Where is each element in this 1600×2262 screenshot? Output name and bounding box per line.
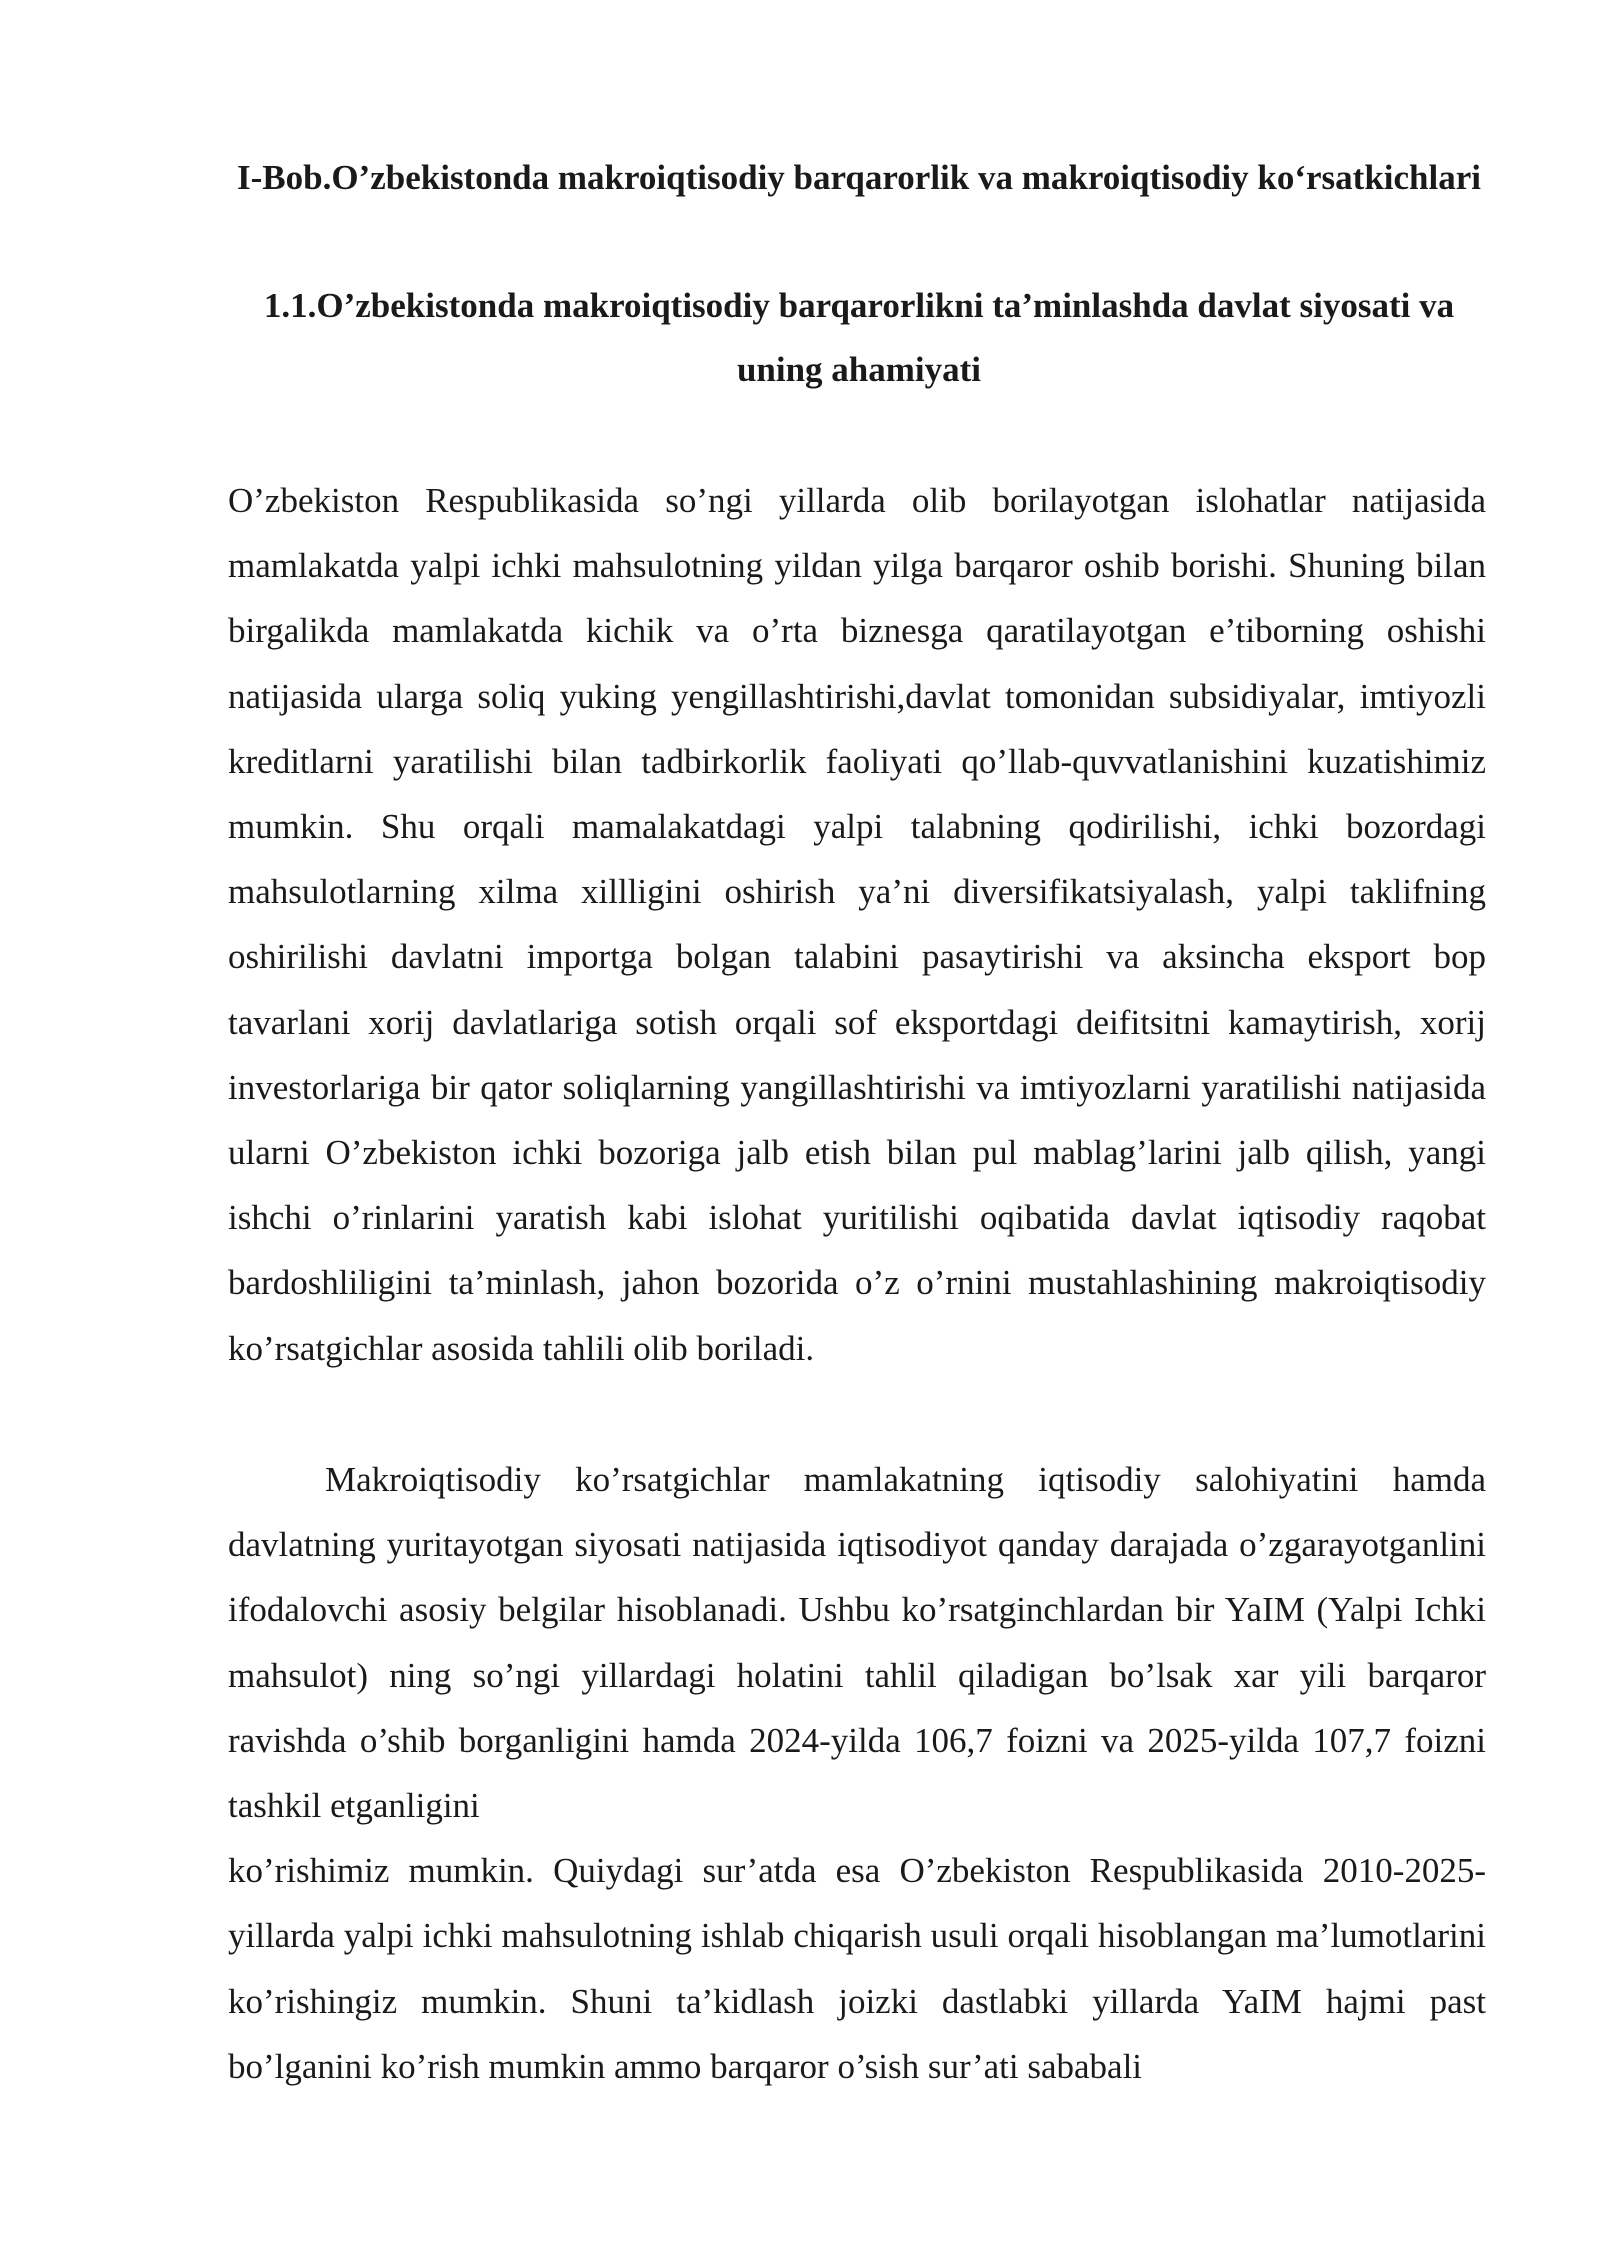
paragraph-2 xyxy=(228,1447,1486,2099)
paragraph-2-text: Makroiqtisodiy ko’rsatgichlar mamlakatning iqtisodiy salohiyatini hamda davlatning yuritayotgan siyosati natijasida iqtisodiyot qanday darajada o’zgarayotganlini ifodalovchi asosiy belgilar hisoblanadi. Ushbu ko’rsatginchlardan bir YaIM (Yalpi Ichki mahsulot) ning so’ngi yillardagi holatini tahlil qiladigan bo’lsak xar yili barqaror ravishda o’shib borganligini hamda 2024-yilda 106,7 foizni va 2025-yilda 107,7 foizni tashkil etganligini xyxy=(228,1460,1486,1826)
section-title: 1.1.O’zbekistonda makroiqtisodiy barqarorlikni ta’minlashda davlat siyosati va uning ahamiyati xyxy=(263,286,1455,389)
paragraph-1: O’zbekiston Respublikasida so’ngi yillarda olib borilayotgan islohatlar natijasida mamlakatda yalpi ichki mahsulotning yildan yilga barqaror oshib borishi. Shuning bilan birgalikda mamlakatda kichik va o’rta biznesga qaratilayotgan e’tiborning oshishi natijasida ularga soliq yuking yengillashtirishi,davlat tomonidan subsidiyalar, imtiyozli kreditlarni yaratilishi bilan tadbirkorlik faoliyati qo’llab-quvvatlanishini kuzatishimiz mumkin. Shu orqali mamalakatdagi yalpi talabning qodirilishi, ichki bozordagi mahsulotlarning xilma xillligini oshirish ya’ni diversifikatsiyalash, yalpi taklifning oshirilishi davlatni importga bolgan talabini pasaytirishi va aksincha eksport bop tavarlani xorij davlatlariga sotish orqali sof eksportdagi deifitsitni kamaytirish, xorij investorlariga bir qator soliqlarning yangillashtirishi va imtiyozlarni yaratilishi natijasida ularni O’zbekiston ichki bozoriga jalb etish bilan pul mablag’larini jalb qilish, yangi ishchi o’rinlarini yaratish kabi islohat yuritilishi oqibatida davlat iqtisodiy raqobat bardoshliligini ta’minlash, jahon bozorida o’z o’rnini mustahlashining makroiqtisodiy ko’rsatgichlar asosida tahlili olib boriladi. xyxy=(228,481,1486,1368)
chapter-title: I-Bob.O’zbekistonda makroiqtisodiy barqarorlik va makroiqtisodiy ko‘rsatkichlari xyxy=(237,158,1481,197)
paragraph-2-continuation: ko’rishimiz mumkin. Quiydagi sur’atda esa O’zbekiston Respublikasida 2010-2025-yillarda yalpi ichki mahsulotning ishlab chiqarish usuli orqali hisoblangan ma’lumotlarini ko’rishingiz mumkin. Shuni ta’kidlash joizki dastlabki yillarda YaIM hajmi past bo’lganini ko’rish mumkin ammo barqaror o’sish sur’ati sababali xyxy=(228,1851,1486,2086)
